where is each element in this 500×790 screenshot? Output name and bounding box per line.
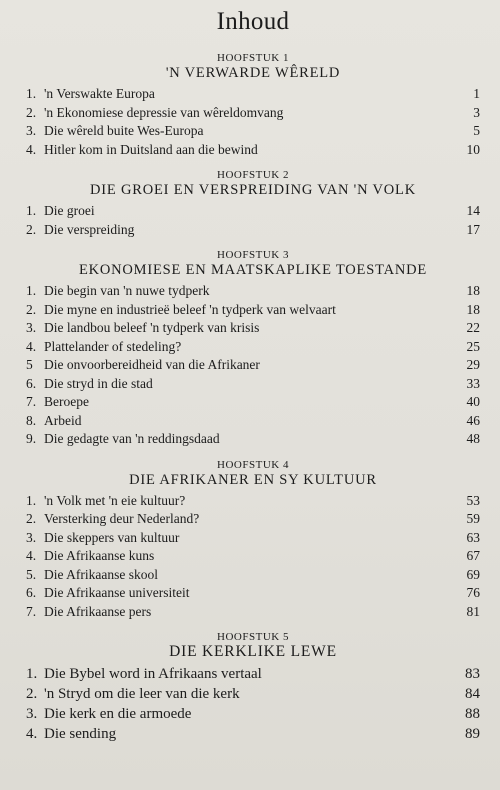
toc-entry[interactable]: [26, 141, 480, 160]
entry-page: 89: [465, 726, 480, 742]
entry-number: 9.: [26, 431, 37, 446]
entry-number: 4.: [26, 338, 37, 354]
entry-text: Die stryd in die stad: [44, 375, 153, 391]
entry-page: 18: [466, 301, 480, 317]
entry-text: Die kerk en die armoede: [44, 706, 192, 722]
toc-entry[interactable]: [26, 375, 480, 394]
entry-page: 81: [466, 603, 480, 619]
entry-number: 5: [26, 357, 33, 372]
toc-entry[interactable]: [26, 684, 480, 704]
chapter-title: EKONOMIESE EN MAATSKAPLIKE TOESTANDE: [78, 262, 428, 278]
entry-number: 4.: [26, 726, 38, 742]
entry-page: 18: [466, 283, 480, 298]
entry-number: 3.: [26, 706, 38, 722]
toc-entry[interactable]: [26, 510, 480, 529]
toc-entry[interactable]: [26, 221, 480, 240]
entry-page: 84: [465, 686, 480, 702]
entry-text: Die Bybel word in Afrikaans vertaal: [44, 666, 262, 682]
entry-text: 'n Ekonomiese depressie van wêreldomvang: [44, 104, 284, 120]
entry-number: 2.: [26, 221, 37, 237]
entry-number: 7.: [26, 603, 37, 619]
toc-entry[interactable]: [26, 492, 480, 511]
entry-number: 1.: [26, 203, 37, 218]
toc-entry[interactable]: [26, 393, 480, 412]
entry-text: Die onvoorbereidheid van die Afrikaner: [44, 357, 260, 372]
entry-number: 8.: [26, 412, 37, 428]
entry-number: 4.: [26, 141, 37, 157]
entry-page: 40: [466, 394, 480, 409]
toc-entry[interactable]: [26, 547, 480, 566]
entry-number: 4.: [26, 548, 37, 563]
chapter-title: DIE GROEI EN VERSPREIDING VAN 'N VOLK: [90, 182, 416, 198]
toc-entry[interactable]: [26, 301, 480, 320]
entry-text: Die groei: [44, 203, 95, 218]
entry-page: 10: [466, 141, 480, 157]
chapter-5: [26, 631, 480, 744]
entry-text: Die gedagte van 'n reddingsdaad: [44, 431, 220, 446]
entry-number: 7.: [26, 394, 37, 409]
entry-number: 3.: [26, 123, 37, 138]
entry-number: 2.: [26, 104, 37, 120]
chapter-4: [26, 459, 480, 622]
entry-number: 2.: [26, 301, 37, 317]
chapter-label: HOOFSTUK 5: [217, 631, 289, 643]
entry-text: Die skeppers van kultuur: [44, 529, 180, 545]
toc-entry[interactable]: [26, 282, 480, 301]
entry-page: 67: [466, 548, 480, 563]
toc-entry[interactable]: [26, 664, 480, 684]
entry-number: 6.: [26, 585, 37, 600]
chapter-2: [26, 169, 480, 239]
entry-page: 46: [466, 412, 480, 428]
page-title: Inhoud: [216, 8, 290, 35]
entry-page: 53: [466, 492, 480, 508]
entry-page: 5: [473, 123, 480, 138]
entry-page: 22: [466, 320, 480, 335]
entry-page: 59: [466, 511, 480, 526]
entry-page: 69: [466, 566, 480, 582]
entry-number: 2.: [26, 511, 37, 526]
entry-text: Die wêreld buite Wes-Europa: [44, 123, 204, 138]
entry-text: Die begin van 'n nuwe tydperk: [44, 283, 210, 298]
entry-page: 63: [466, 529, 480, 545]
toc-entry[interactable]: [26, 85, 480, 104]
entry-number: 2.: [26, 686, 38, 702]
entry-number: 3.: [26, 320, 37, 335]
toc-entry[interactable]: [26, 603, 480, 622]
entry-page: 3: [473, 104, 480, 120]
toc-entry[interactable]: [26, 202, 480, 221]
entry-text: Versterking deur Nederland?: [44, 511, 200, 526]
chapter-title: DIE AFRIKANER EN SY KULTUUR: [129, 471, 377, 488]
chapter-1: [26, 52, 480, 159]
entry-number: 3.: [26, 529, 37, 545]
entry-page: 33: [466, 375, 480, 391]
entry-text: Die sending: [44, 726, 117, 742]
toc-entry[interactable]: [26, 338, 480, 357]
entry-page: 83: [465, 666, 480, 682]
entry-number: 1.: [26, 666, 38, 682]
entry-text: Hitler kom in Duitsland aan die bewind: [44, 141, 258, 157]
entry-page: 76: [466, 585, 480, 600]
chapter-label: HOOFSTUK 1: [217, 52, 289, 64]
entry-number: 1.: [26, 86, 37, 101]
entry-text: Die Afrikaanse skool: [44, 566, 158, 582]
entry-number: 5.: [26, 566, 37, 582]
chapter-label: HOOFSTUK 2: [217, 169, 289, 181]
entry-page: 29: [466, 357, 480, 372]
entry-text: Die myne en industrieë beleef 'n tydperk van welvaart: [44, 301, 336, 317]
entry-text: Die Afrikaanse kuns: [44, 548, 155, 563]
entry-text: 'n Stryd om die leer van die kerk: [44, 686, 240, 702]
entry-text: 'n Verswakte Europa: [44, 86, 155, 101]
chapter-label: HOOFSTUK 4: [217, 458, 289, 471]
toc-entry[interactable]: [26, 356, 480, 375]
toc-entry[interactable]: [26, 104, 480, 123]
entry-number: 6.: [26, 375, 37, 391]
entry-page: 17: [466, 221, 480, 237]
entry-text: Die landbou beleef 'n tydperk van krisis: [44, 320, 260, 335]
entry-text: Die Afrikaanse universiteit: [44, 585, 190, 600]
entry-text: Plattelander of stedeling?: [44, 338, 182, 354]
toc-entry[interactable]: [26, 566, 480, 585]
chapter-3: [26, 249, 480, 449]
toc-entry[interactable]: [26, 122, 480, 141]
entry-text: Die verspreiding: [44, 221, 135, 237]
chapter-title: 'N VERWARDE WÊRELD: [165, 65, 341, 81]
chapter-title: DIE KERKLIKE LEWE: [169, 643, 337, 660]
toc-entry[interactable]: [26, 319, 480, 338]
entry-page: 48: [466, 431, 480, 446]
entry-text: Arbeid: [44, 412, 82, 428]
toc-entry[interactable]: [26, 529, 480, 548]
entry-text: Die Afrikaanse pers: [44, 603, 152, 619]
toc-entry[interactable]: [26, 430, 480, 449]
toc-entry[interactable]: [26, 584, 480, 603]
entry-number: 1.: [26, 283, 37, 298]
chapter-label: HOOFSTUK 3: [217, 249, 289, 261]
toc-entry[interactable]: [26, 412, 480, 431]
entry-page: 14: [466, 203, 480, 218]
entry-text: Beroepe: [44, 394, 89, 409]
entry-page: 25: [466, 338, 480, 354]
entry-number: 1.: [26, 492, 37, 508]
entry-page: 1: [473, 86, 480, 101]
entry-page: 88: [465, 706, 480, 722]
toc-entry[interactable]: [26, 724, 480, 744]
toc-entry[interactable]: [26, 704, 480, 724]
entry-text: 'n Volk met 'n eie kultuur?: [44, 492, 186, 508]
